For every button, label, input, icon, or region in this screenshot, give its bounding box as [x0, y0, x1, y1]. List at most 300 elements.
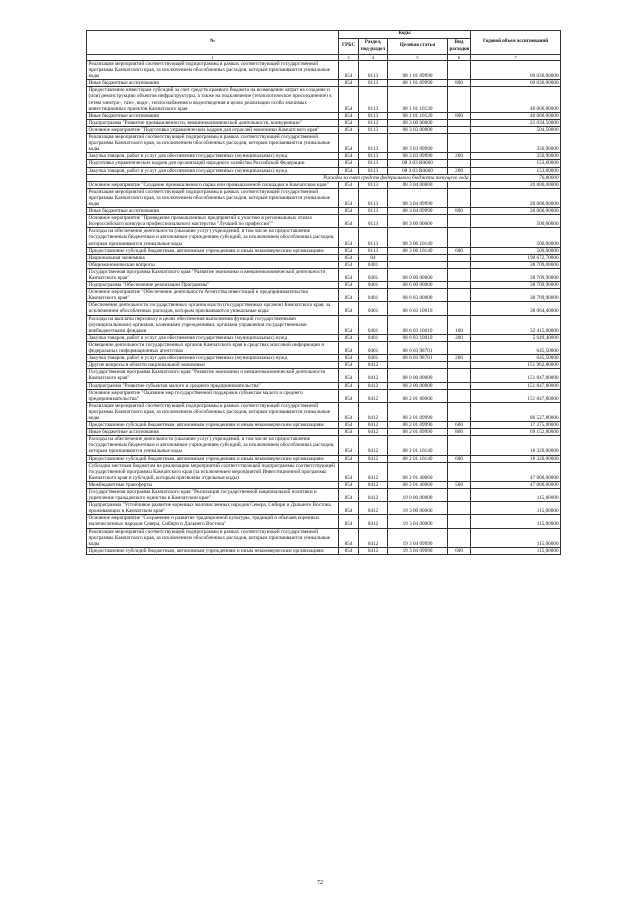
table-row — [87, 254, 561, 261]
amount-cell: 350,90000 — [471, 153, 561, 160]
target-cell: 08 2 01 40060 — [388, 481, 448, 488]
exp-type-cell — [448, 515, 471, 528]
exp-type-cell — [448, 502, 471, 515]
amount-cell: 190 672,70000 — [471, 254, 561, 261]
name-cell: Подготовка управленческих кадров для организаций народного хозяйства Российской Федерации — [87, 160, 339, 167]
section-cell: 0113 — [359, 80, 388, 87]
amount-cell: 86 527,80000 — [471, 402, 561, 421]
table-row — [87, 515, 561, 528]
table-row — [87, 80, 561, 87]
table-row — [87, 134, 561, 153]
name-cell: Государственная программа Камчатского края "Развитие экономики и внешнеэкономической деятельности Камчатского края" — [87, 268, 339, 281]
section-cell: 0113 — [359, 167, 388, 174]
name-cell: Иные бюджетные ассигнования — [87, 429, 339, 436]
amount-cell: 500,00000 — [471, 228, 561, 247]
section-cell: 0412 — [359, 489, 388, 502]
name-cell: Основное мероприятие "Обеспечение деятельности Агентства инвестиций и предпринимательства Камчатского края" — [87, 289, 339, 302]
table-body — [87, 55, 561, 555]
index-cell: 1 — [87, 55, 339, 61]
table-row — [87, 489, 561, 502]
index-cell: 5 — [388, 55, 448, 61]
target-cell: 19 3 04 09990 — [388, 547, 448, 554]
exp-type-cell — [448, 282, 471, 289]
amount-cell: 20 000,00000 — [471, 208, 561, 215]
target-cell: 08 2 01 10140 — [388, 436, 448, 455]
section-cell: 0401 — [359, 282, 388, 289]
section-cell: 0113 — [359, 134, 388, 153]
name-cell: Предоставление субсидий бюджетным, автономным учреждениям и иным некоммерческим организациям — [87, 247, 339, 254]
name-cell: Основное мероприятие "Сохранение и развитие традиционной культуры, традиций и обычаев коренных малочисленных народов Севера, Сибири и Дальнего Востока" — [87, 515, 339, 528]
target-cell: 08 3 04 00000 — [388, 181, 448, 188]
target-cell: 08 2 01 10140 — [388, 455, 448, 462]
section-cell: 0113 — [359, 119, 388, 126]
name-cell: Другие вопросы в области национальной экономики — [87, 362, 339, 369]
exp-type-cell — [448, 188, 471, 207]
header-exp-type: Вид расходов — [448, 39, 471, 55]
amount-cell: 38 064,40000 — [471, 302, 561, 315]
grbs-cell: 854 — [339, 334, 359, 341]
exp-type-cell — [448, 215, 471, 228]
target-cell: 08 2 01 00000 — [388, 389, 448, 402]
amount-cell: 151 962,80000 — [471, 362, 561, 369]
amount-cell: 40 000,00000 — [471, 87, 561, 112]
target-cell: 08 0 00 00000 — [388, 268, 448, 281]
table-row — [87, 462, 561, 481]
table-row — [87, 160, 561, 167]
table-row — [87, 455, 561, 462]
name-cell: Основное мероприятие "Подготовка управленческих кадров для отраслей экономики Камчатского края" — [87, 126, 339, 133]
exp-type-cell: 200 — [448, 167, 471, 174]
section-cell: 0412 — [359, 502, 388, 515]
name-cell: Национальная экономика — [87, 254, 339, 261]
table-row — [87, 315, 561, 334]
table-row — [87, 547, 561, 554]
grbs-cell: 854 — [339, 126, 359, 133]
amount-cell: 47 000,00000 — [471, 481, 561, 488]
section-cell: 0113 — [359, 228, 388, 247]
target-cell: 08 3 03 09990 — [388, 153, 448, 160]
exp-type-cell — [448, 268, 471, 281]
section-cell: 0412 — [359, 515, 388, 528]
target-cell — [388, 254, 448, 261]
target-cell: 08 6 03 10010 — [388, 315, 448, 334]
grbs-cell: 854 — [339, 282, 359, 289]
grbs-cell: 854 — [339, 160, 359, 167]
grbs-cell: 854 — [339, 489, 359, 502]
section-cell: 0401 — [359, 315, 388, 334]
grbs-cell: 854 — [339, 268, 359, 281]
grbs-cell: 854 — [339, 462, 359, 481]
section-cell: 0412 — [359, 462, 388, 481]
name-cell: Государственная программа Камчатского края "Развитие экономики и внешнеэкономической деятельности Камчатского края" — [87, 369, 339, 382]
name-cell: Закупка товаров, работ и услуг для обеспечения государственных (муниципальных) нужд — [87, 355, 339, 362]
table-row — [87, 502, 561, 515]
grbs-cell: 854 — [339, 289, 359, 302]
name-cell: Предоставление субсидий бюджетным, автономным учреждениям и иным некоммерческим организациям — [87, 455, 339, 462]
name-cell: Основное мероприятие "Создание промышленного парка или промышленной площадки в Камчатском крае" — [87, 181, 339, 188]
grbs-cell: 854 — [339, 481, 359, 488]
header-codes: Коды — [339, 31, 471, 39]
section-cell: 0412 — [359, 436, 388, 455]
grbs-cell: 854 — [339, 167, 359, 174]
header-number: № — [87, 31, 339, 55]
exp-type-cell — [448, 126, 471, 133]
grbs-cell: 854 — [339, 389, 359, 402]
section-cell: 0113 — [359, 215, 388, 228]
exp-type-cell — [448, 228, 471, 247]
name-cell: Подпрограмма "Развитие промышленности, внешнеэкономической деятельности, конкуренции" — [87, 119, 339, 126]
name-cell: Расходы на обеспечение деятельности (оказание услуг) учреждений, в том числе на предоставление государственным бюджетным и автономным учреждениям субсидий, за исключением обособленных расходов, которым присваиваются уникальные коды — [87, 436, 339, 455]
table-row — [87, 528, 561, 547]
name-cell: Закупка товаров, работ и услуг для обеспечения государственных (муниципальных) нужд — [87, 167, 339, 174]
section-cell: 0412 — [359, 422, 388, 429]
amount-cell: 350,90000 — [471, 134, 561, 153]
exp-type-cell: 200 — [448, 355, 471, 362]
name-cell: Предоставление субсидий бюджетным, автономным учреждениям и иным некоммерческим организациям — [87, 422, 339, 429]
name-cell: Предоставление субсидий бюджетным, автономным учреждениям и иным некоммерческим организациям — [87, 547, 339, 554]
table-row — [87, 422, 561, 429]
section-cell: 0401 — [359, 355, 388, 362]
exp-type-cell — [448, 302, 471, 315]
exp-type-cell — [448, 181, 471, 188]
grbs-cell: 854 — [339, 112, 359, 119]
exp-type-cell — [448, 261, 471, 268]
amount-cell: 504,50000 — [471, 126, 561, 133]
target-cell: 08 2 00 00000 — [388, 382, 448, 389]
table-row — [87, 167, 561, 174]
name-cell: Иные бюджетные ассигнования — [87, 112, 339, 119]
exp-type-cell: 800 — [448, 208, 471, 215]
index-cell: 7 — [471, 55, 561, 61]
section-cell: 0412 — [359, 528, 388, 547]
table-row — [87, 261, 561, 268]
name-cell: Государственная программа Камчатского края "Реализация государственной национальной политики и укрепление гражданского единства в Камчатском крае" — [87, 489, 339, 502]
exp-type-cell: 200 — [448, 334, 471, 341]
index-cell: 3 — [339, 55, 359, 61]
table-row — [87, 355, 561, 362]
table-row — [87, 436, 561, 455]
name-cell: Обеспечение деятельности государственных органов власти (государственных органов) Камчатского края, за исключением обособленных расходов, которым присваиваются уникальные коды — [87, 302, 339, 315]
grbs-cell: 854 — [339, 455, 359, 462]
header-section: Раздел, под-раздел — [359, 39, 388, 55]
amount-cell: 40 000,00000 — [471, 112, 561, 119]
grbs-cell: 854 — [339, 80, 359, 87]
amount-cell: 20 000,00000 — [471, 181, 561, 188]
amount-cell: 153,60000 — [471, 160, 561, 167]
table-row — [87, 181, 561, 188]
grbs-cell: 854 — [339, 153, 359, 160]
amount-cell: 151 847,80000 — [471, 382, 561, 389]
table-row — [87, 369, 561, 382]
section-cell: 0401 — [359, 261, 388, 268]
grbs-cell: 854 — [339, 382, 359, 389]
target-cell: 08 2 01 09990 — [388, 402, 448, 421]
target-cell: 08 3 03 00000 — [388, 126, 448, 133]
grbs-cell: 854 — [339, 188, 359, 207]
budget-table — [86, 30, 561, 555]
grbs-cell: 854 — [339, 254, 359, 261]
section-cell: 0113 — [359, 208, 388, 215]
amount-cell: 18 320,00000 — [471, 455, 561, 462]
target-cell: 19 0 00 00000 — [388, 489, 448, 502]
exp-type-cell — [448, 389, 471, 402]
grbs-cell: 854 — [339, 355, 359, 362]
target-cell: 08 1 01 10120 — [388, 112, 448, 119]
grbs-cell: 854 — [339, 422, 359, 429]
exp-type-cell — [448, 362, 471, 369]
table-row — [87, 247, 561, 254]
exp-type-cell — [448, 341, 471, 354]
section-cell: 0113 — [359, 61, 388, 80]
name-cell: Иные бюджетные ассигнования — [87, 80, 339, 87]
name-cell: Освещение деятельности государственных органов Камчатского края в средствах массовой информации и федеральных информационных агентствах — [87, 341, 339, 354]
grbs-cell: 854 — [339, 502, 359, 515]
target-cell: 08 6 03 00000 — [388, 289, 448, 302]
grbs-cell: 854 — [339, 208, 359, 215]
amount-cell: 32 415,00000 — [471, 315, 561, 334]
exp-type-cell — [448, 382, 471, 389]
table-row — [87, 188, 561, 207]
header-amount: Годовой объем ассигнований — [471, 31, 561, 55]
target-cell: 08 3 03 R0660 — [388, 160, 448, 167]
target-cell: 08 3 04 09990 — [388, 188, 448, 207]
grbs-cell: 854 — [339, 528, 359, 547]
section-cell: 0401 — [359, 302, 388, 315]
exp-type-cell — [448, 160, 471, 167]
section-cell: 0412 — [359, 369, 388, 382]
name-cell: Реализация мероприятий соответствующей подпрограммы в рамках соответствующей государственной программы Камчатского края, за исключением обособленных расходов, которым присваиваются уникальные коды — [87, 188, 339, 207]
name-cell: Общеэкономические вопросы — [87, 261, 339, 268]
exp-type-cell: 800 — [448, 429, 471, 436]
exp-type-cell: 500 — [448, 481, 471, 488]
table-row — [87, 302, 561, 315]
table-row — [87, 389, 561, 402]
target-cell: 08 2 01 09990 — [388, 429, 448, 436]
name-cell: Субсидии местным бюджетам на реализацию мероприятий соответствующей подпрограммы соответствующей государственной программы Камчатского края (за исключением мероприятий Инвестиционной программы Камчатского края и субсидий, которым присвоены отдельные коды) — [87, 462, 339, 481]
target-cell: 08 6 03 98701 — [388, 355, 448, 362]
target-cell: 19 3 04 09990 — [388, 528, 448, 547]
target-cell: 08 3 03 09990 — [388, 134, 448, 153]
note-row — [87, 174, 561, 181]
name-cell: Подпрограмма "Обеспечение реализации Программы" — [87, 282, 339, 289]
amount-cell: 153,60000 — [471, 167, 561, 174]
exp-type-cell: 600 — [448, 547, 471, 554]
name-cell: Основное мероприятие "Оказание мер государственной поддержки субъектам малого и среднего предпринимательства" — [87, 389, 339, 402]
page-number: 72 — [317, 880, 323, 886]
amount-cell: 38 709,00000 — [471, 261, 561, 268]
target-cell: 08 6 03 10010 — [388, 334, 448, 341]
section-cell: 0113 — [359, 160, 388, 167]
table-row — [87, 228, 561, 247]
exp-type-cell — [448, 369, 471, 382]
table-row — [87, 126, 561, 133]
target-cell: 08 2 01 40060 — [388, 462, 448, 481]
grbs-cell: 854 — [339, 369, 359, 382]
target-cell — [388, 261, 448, 268]
amount-cell: 38 709,90000 — [471, 289, 561, 302]
amount-cell: 38 709,90000 — [471, 282, 561, 289]
amount-cell: 69 152,80000 — [471, 429, 561, 436]
amount-cell: 151 847,80000 — [471, 389, 561, 402]
exp-type-cell: 100 — [448, 315, 471, 334]
table-row — [87, 61, 561, 80]
amount-cell: 645,50000 — [471, 341, 561, 354]
name-cell: Реализация мероприятий соответствующей подпрограммы в рамках соответствующей государственной программы Камчатского края, за исключением обособленных расходов, которым присваиваются уникальные коды — [87, 61, 339, 80]
exp-type-cell: 800 — [448, 112, 471, 119]
amount-cell: 76,80000 — [471, 174, 561, 181]
amount-cell: 60 030,00000 — [471, 61, 561, 80]
grbs-cell: 854 — [339, 181, 359, 188]
table-row — [87, 402, 561, 421]
grbs-cell: 854 — [339, 302, 359, 315]
amount-cell: 115,00000 — [471, 502, 561, 515]
amount-cell: 645,50000 — [471, 355, 561, 362]
exp-type-cell — [448, 402, 471, 421]
index-cell: 4 — [359, 55, 388, 61]
header-grbs: ГРБС — [339, 39, 359, 55]
amount-cell: 500,00000 — [471, 215, 561, 228]
section-cell: 0113 — [359, 87, 388, 112]
name-cell: Межбюджетные трансферты — [87, 481, 339, 488]
name-cell: Основное мероприятие "Проведение промышленных предприятий к участию в региональных этапах Всероссийского конкурса профессионального мастерства "Лучший по профессии"" — [87, 215, 339, 228]
grbs-cell: 854 — [339, 429, 359, 436]
exp-type-cell — [448, 254, 471, 261]
name-cell: Реализация мероприятий соответствующей подпрограммы в рамках соответствующей государственной программы Камчатского края, за исключением обособленных расходов, которым присваиваются уникальные коды — [87, 134, 339, 153]
exp-type-cell — [448, 489, 471, 502]
table-row — [87, 112, 561, 119]
name-cell: Реализация мероприятий соответствующей подпрограммы в рамках соответствующей государственной программы Камчатского края, за исключением обособленных расходов, которым присваиваются уникальные коды — [87, 402, 339, 421]
section-cell: 0113 — [359, 247, 388, 254]
section-cell: 0113 — [359, 153, 388, 160]
target-cell: 08 3 04 09990 — [388, 208, 448, 215]
section-cell: 0412 — [359, 402, 388, 421]
target-cell: 08 3 06 10140 — [388, 228, 448, 247]
table-header — [87, 31, 561, 55]
section-cell: 0412 — [359, 547, 388, 554]
name-cell: Иные бюджетные ассигнования — [87, 208, 339, 215]
amount-cell: 21 034,50000 — [471, 119, 561, 126]
grbs-cell: 854 — [339, 515, 359, 528]
grbs-cell: 854 — [339, 215, 359, 228]
table-row — [87, 334, 561, 341]
exp-type-cell — [448, 134, 471, 153]
name-cell: Реализация мероприятий соответствующей подпрограммы в рамках соответствующей государственной программы Камчатского края, за исключением обособленных расходов, которым присваиваются уникальные коды — [87, 528, 339, 547]
grbs-cell: 854 — [339, 362, 359, 369]
grbs-cell: 854 — [339, 436, 359, 455]
exp-type-cell: 800 — [448, 80, 471, 87]
target-cell: 08 3 03 R0660 — [388, 167, 448, 174]
target-cell: 08 1 01 10120 — [388, 87, 448, 112]
exp-type-cell — [448, 61, 471, 80]
name-cell: Закупка товаров, работ и услуг для обеспечения государственных (муниципальных) нужд — [87, 334, 339, 341]
amount-cell: 18 320,00000 — [471, 436, 561, 455]
section-cell: 0113 — [359, 181, 388, 188]
target-cell: 08 6 03 98701 — [388, 341, 448, 354]
section-cell: 0412 — [359, 481, 388, 488]
section-cell: 0412 — [359, 382, 388, 389]
table-row — [87, 119, 561, 126]
amount-cell: 115,00000 — [471, 528, 561, 547]
section-cell: 0412 — [359, 455, 388, 462]
exp-type-cell: 600 — [448, 455, 471, 462]
target-cell — [388, 362, 448, 369]
target-cell: 08 0 00 00000 — [388, 369, 448, 382]
section-cell: 0113 — [359, 126, 388, 133]
table-row — [87, 153, 561, 160]
table-row — [87, 382, 561, 389]
index-cell: 6 — [448, 55, 471, 61]
table-row — [87, 481, 561, 488]
section-cell: 0401 — [359, 268, 388, 281]
target-cell: 08 3 06 10140 — [388, 247, 448, 254]
table-row — [87, 87, 561, 112]
exp-type-cell — [448, 289, 471, 302]
exp-type-cell — [448, 436, 471, 455]
name-cell: Подпрограмма "Устойчивое развитие коренных малочисленных народов Севера, Сибири и Дальнего Востока, проживающих в Камчатском крае" — [87, 502, 339, 515]
table-row — [87, 341, 561, 354]
target-cell: 08 1 01 09990 — [388, 80, 448, 87]
grbs-cell: 854 — [339, 228, 359, 247]
grbs-cell: 854 — [339, 119, 359, 126]
exp-type-cell: 600 — [448, 247, 471, 254]
grbs-cell: 854 — [339, 247, 359, 254]
grbs-cell: 854 — [339, 547, 359, 554]
name-cell: Подпрограмма "Развитие субъектов малого и среднего предпринимательства" — [87, 382, 339, 389]
amount-cell: 17 375,00000 — [471, 422, 561, 429]
amount-cell: 47 000,00000 — [471, 462, 561, 481]
name-cell: Предоставление инвесторам субсидий за счет средств краевого бюджета на возмещение затрат на создание и (или) реконструкцию объектов инфраструктуры, а также на подключение (технологическое присоединение) к сетям электро-, газо-, водо-, теплоснабжения и водоотведения в целях реализации особо значимых инвестиционных проектов Камчатского края — [87, 87, 339, 112]
exp-type-cell: 200 — [448, 153, 471, 160]
section-cell: 0412 — [359, 362, 388, 369]
amount-cell: 115,00000 — [471, 547, 561, 554]
grbs-cell: 854 — [339, 315, 359, 334]
target-cell: 08 3 00 00000 — [388, 119, 448, 126]
amount-cell: 115,00000 — [471, 489, 561, 502]
section-cell: 0412 — [359, 429, 388, 436]
table-row — [87, 289, 561, 302]
table-row — [87, 282, 561, 289]
exp-type-cell — [448, 119, 471, 126]
section-cell: 0401 — [359, 289, 388, 302]
amount-cell: 60 030,00000 — [471, 80, 561, 87]
amount-cell: 38 709,90000 — [471, 268, 561, 281]
section-cell: 0113 — [359, 112, 388, 119]
table-row — [87, 362, 561, 369]
target-cell: 08 6 03 10010 — [388, 302, 448, 315]
exp-type-cell — [448, 87, 471, 112]
target-cell: 19 3 00 00000 — [388, 502, 448, 515]
document-page — [86, 30, 560, 555]
table-row — [87, 429, 561, 436]
grbs-cell: 854 — [339, 261, 359, 268]
target-cell: 08 2 01 09990 — [388, 422, 448, 429]
target-cell: 19 3 04 00000 — [388, 515, 448, 528]
exp-type-cell — [448, 462, 471, 481]
amount-cell: 5 649,40000 — [471, 334, 561, 341]
grbs-cell: 854 — [339, 61, 359, 80]
name-cell: Закупка товаров, работ и услуг для обеспечения государственных (муниципальных) нужд — [87, 153, 339, 160]
section-cell: 0401 — [359, 334, 388, 341]
grbs-cell: 854 — [339, 87, 359, 112]
exp-type-cell: 600 — [448, 422, 471, 429]
section-cell: 04 — [359, 254, 388, 261]
exp-type-cell — [448, 528, 471, 547]
section-cell: 0401 — [359, 341, 388, 354]
target-cell: 08 3 06 00000 — [388, 215, 448, 228]
table-row — [87, 268, 561, 281]
amount-cell: 500,00000 — [471, 247, 561, 254]
header-target: Целевая статья — [388, 39, 448, 55]
